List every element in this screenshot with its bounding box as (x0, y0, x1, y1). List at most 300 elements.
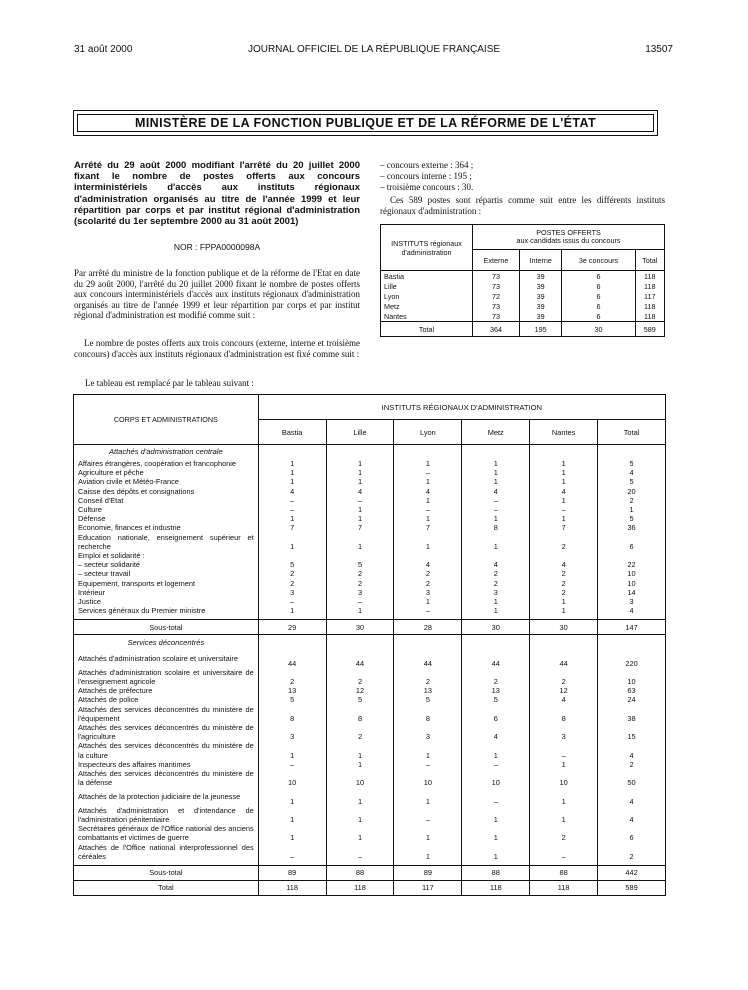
header-date: 31 août 2000 (74, 44, 133, 55)
table-cell: 1 (462, 843, 530, 861)
corps-name: Culture (74, 505, 259, 514)
column-group-header (473, 225, 665, 250)
table-cell: 2 (258, 569, 326, 578)
corps-name: Conseil d'Etat (74, 496, 259, 505)
table-cell: – (258, 843, 326, 861)
table-cell: 5 (326, 695, 394, 704)
table-cell: 2 (326, 579, 394, 588)
table-row (74, 705, 666, 723)
table-cell: 2 (258, 579, 326, 588)
table-cell: 24 (598, 695, 666, 704)
table-cell: 1 (530, 606, 598, 615)
table-cell: 1 (326, 824, 394, 842)
table-cell (258, 635, 326, 650)
table-cell: 2 (258, 668, 326, 686)
table-cell: 39 (519, 291, 562, 301)
paragraph-1: Par arrêté du ministre de la fonction publique et de la réforme de l'Etat en date du 29 août 2000, l'arrêté du 20 juillet 2000 fixant le nombre de postes offerts aux concours interministériels d'accès aux instituts régionaux d'administration organisés au titre de l'année 1999 et leur répartition par corps et par institut régional d'administration est modifié comme suit : (74, 268, 360, 321)
table-cell: – (258, 505, 326, 514)
table-cell: 1 (530, 459, 598, 468)
table-cell: 3 (462, 588, 530, 597)
table-cell: 1 (326, 606, 394, 615)
table-cell: 13 (462, 686, 530, 695)
table-cell: 50 (598, 769, 666, 787)
table-cell: 118 (635, 301, 664, 311)
table-cell: 4 (326, 487, 394, 496)
table-cell: 4 (598, 468, 666, 477)
table-cell: 4 (598, 741, 666, 759)
table-cell: 1 (258, 468, 326, 477)
table-cell: 89 (394, 866, 462, 881)
table-cell: 195 (519, 322, 562, 337)
table-cell: 117 (394, 881, 462, 896)
paragraph-3: Ces 589 postes sont répartis comme suit entre les différents instituts régionaux d'administration : (380, 195, 665, 216)
table-cell: 20 (598, 487, 666, 496)
header-page-number: 13507 (645, 44, 673, 55)
table-cell: – (326, 597, 394, 606)
total-label: Sous-total (74, 620, 259, 635)
table-cell: 118 (635, 271, 664, 282)
table-cell: 1 (598, 505, 666, 514)
table-cell: 2 (530, 579, 598, 588)
column-header: Interne (519, 250, 562, 271)
table-cell (530, 635, 598, 650)
table-cell: 4 (394, 560, 462, 569)
table-cell: 10 (598, 668, 666, 686)
table-cell: 442 (598, 866, 666, 881)
table-cell: 2 (530, 569, 598, 578)
table-cell: 73 (473, 281, 520, 291)
table-cell: 6 (562, 271, 635, 282)
subtotal-row (74, 866, 666, 881)
table-row (74, 760, 666, 769)
institut-name: Nantes (381, 311, 473, 322)
table-cell: 4 (462, 487, 530, 496)
table-cell: 589 (635, 322, 664, 337)
corps-name: Secrétaires généraux de l'Office national des anciens combattants et victimes de guerre (74, 824, 259, 842)
table-cell: – (258, 760, 326, 769)
table-cell: – (530, 505, 598, 514)
column-header: Total (598, 420, 666, 445)
corps-name: Attachés des services déconcentrés du ministère de l'agriculture (74, 723, 259, 741)
table-cell: 4 (598, 806, 666, 824)
table-cell: 5 (598, 477, 666, 486)
table-cell (326, 551, 394, 560)
table-cell (598, 445, 666, 460)
corps-name: Emploi et solidarité : (74, 551, 259, 560)
table-row (74, 569, 666, 578)
ministry-title: MINISTÈRE DE LA FONCTION PUBLIQUE ET DE LA RÉFORME DE L'ÉTAT (135, 116, 596, 130)
table-cell: 1 (530, 597, 598, 606)
table-cell: 30 (562, 322, 635, 337)
table-cell: 118 (258, 881, 326, 896)
table-cell: 63 (598, 686, 666, 695)
table-cell: 22 (598, 560, 666, 569)
corps-name: Attachés d'administration scolaire et universitaire (74, 649, 259, 667)
ministry-banner (73, 110, 658, 136)
table-cell: 6 (598, 824, 666, 842)
table-cell (462, 551, 530, 560)
table-cell: 2 (530, 824, 598, 842)
table-cell: 36 (598, 523, 666, 532)
table-cell: 1 (326, 787, 394, 805)
table-cell: 1 (258, 459, 326, 468)
table-cell: 44 (326, 649, 394, 667)
corps-name: – secteur solidarité (74, 560, 259, 569)
table-cell: 3 (326, 588, 394, 597)
table-cell: 1 (394, 597, 462, 606)
paragraph-2: Le nombre de postes offerts aux trois concours (externe, interne et troisième concours) d'accès aux instituts régionaux d'administration est fixé comme suit : (74, 338, 360, 359)
table-cell: 89 (258, 866, 326, 881)
table-cell: 8 (326, 705, 394, 723)
table-cell: 4 (530, 695, 598, 704)
table-cell: 2 (394, 668, 462, 686)
table-cell: 1 (462, 606, 530, 615)
table-cell: 147 (598, 620, 666, 635)
table-cell: 1 (394, 787, 462, 805)
table-cell: 1 (530, 760, 598, 769)
table-cell: 1 (462, 741, 530, 759)
table-cell (394, 551, 462, 560)
table-cell: 1 (462, 468, 530, 477)
corps-name: Défense (74, 514, 259, 523)
section-row (74, 635, 666, 650)
column-group-header: INSTITUTS RÉGIONAUX D'ADMINISTRATION (258, 395, 665, 420)
table-cell: 1 (326, 514, 394, 523)
institut-name: Lyon (381, 291, 473, 301)
table-cell: 7 (258, 523, 326, 532)
table-cell: 3 (598, 597, 666, 606)
table-cell (394, 445, 462, 460)
table-row (74, 741, 666, 759)
table-cell: – (394, 468, 462, 477)
table-cell: 4 (394, 487, 462, 496)
table-cell: 2 (598, 760, 666, 769)
table-cell: 4 (258, 487, 326, 496)
table-cell: 589 (598, 881, 666, 896)
table-cell: 44 (394, 649, 462, 667)
corps-name: Caisse des dépôts et consignations (74, 487, 259, 496)
table-cell: 1 (530, 477, 598, 486)
table-cell: 6 (562, 301, 635, 311)
table-cell: 4 (462, 723, 530, 741)
table-cell: 88 (530, 866, 598, 881)
table-cell: – (462, 760, 530, 769)
table-cell: 1 (258, 824, 326, 842)
table-cell: 2 (326, 569, 394, 578)
table-cell: 1 (462, 477, 530, 486)
corps-name: Economie, finances et industrie (74, 523, 259, 532)
table-cell: 117 (635, 291, 664, 301)
corps-name: Equipement, transports et logement (74, 579, 259, 588)
table-cell: 8 (462, 523, 530, 532)
table-cell: 73 (473, 301, 520, 311)
table-cell: 44 (258, 649, 326, 667)
column-header-corps: CORPS ET ADMINISTRATIONS (74, 395, 259, 445)
table-cell: – (394, 505, 462, 514)
table-cell: 2 (598, 496, 666, 505)
table-cell: 3 (394, 588, 462, 597)
corps-name: Attachés des services déconcentrés du ministère de la culture (74, 741, 259, 759)
table-cell: 4 (530, 487, 598, 496)
table-row (74, 787, 666, 805)
table-cell: 6 (462, 705, 530, 723)
table-cell (462, 635, 530, 650)
table-cell: 2 (326, 723, 394, 741)
table-cell: 1 (462, 459, 530, 468)
table-cell: 88 (326, 866, 394, 881)
table-cell: 2 (462, 569, 530, 578)
corps-name: Attachés des services déconcentrés du ministère de l'équipement (74, 705, 259, 723)
table-cell: 2 (598, 843, 666, 861)
table-cell: 5 (462, 695, 530, 704)
table-cell: 8 (530, 705, 598, 723)
table-cell: 220 (598, 649, 666, 667)
institut-name: Lille (381, 281, 473, 291)
table-cell: 39 (519, 301, 562, 311)
corps-name: Intérieur (74, 588, 259, 597)
table-cell: 30 (462, 620, 530, 635)
table-cell: 10 (326, 769, 394, 787)
table-row (74, 769, 666, 787)
table-cell: 1 (394, 824, 462, 842)
table-row (74, 824, 666, 842)
table-cell: 13 (258, 686, 326, 695)
table-cell: 2 (394, 579, 462, 588)
table-cell: 1 (394, 533, 462, 551)
table-cell: 39 (519, 311, 562, 322)
table-cell (258, 551, 326, 560)
subtotal-row (74, 620, 666, 635)
concours-list (380, 160, 665, 193)
repartition-table (73, 394, 666, 896)
table-cell: 7 (326, 523, 394, 532)
table-row (74, 723, 666, 741)
nor-reference: NOR : FPPA0000098A (173, 242, 261, 252)
table-cell: 29 (258, 620, 326, 635)
table-cell (258, 445, 326, 460)
table-cell: – (530, 843, 598, 861)
table-cell: 1 (530, 787, 598, 805)
table-cell: 1 (462, 824, 530, 842)
table-cell: 73 (473, 271, 520, 282)
table-cell: 8 (258, 705, 326, 723)
total-row (74, 881, 666, 896)
table-cell: – (258, 597, 326, 606)
table-cell: 6 (562, 291, 635, 301)
table-row (381, 291, 665, 301)
table-cell: 4 (598, 787, 666, 805)
corps-name: Justice (74, 597, 259, 606)
table-cell: 1 (326, 468, 394, 477)
total-label: Total (381, 322, 473, 337)
column-header: Metz (462, 420, 530, 445)
table-row (74, 560, 666, 569)
table-cell: 6 (598, 533, 666, 551)
table-cell: 10 (462, 769, 530, 787)
postes-summary-table (380, 224, 665, 337)
table-cell: – (530, 741, 598, 759)
table-cell: 1 (258, 514, 326, 523)
corps-name: Services généraux du Premier ministre (74, 606, 259, 615)
table-cell: 1 (394, 741, 462, 759)
table-cell: – (394, 806, 462, 824)
table-cell (530, 445, 598, 460)
table-cell: 118 (530, 881, 598, 896)
section-row (74, 445, 666, 460)
table-cell: 2 (394, 569, 462, 578)
table-row (74, 514, 666, 523)
column-header: Lille (326, 420, 394, 445)
table-cell: 1 (326, 533, 394, 551)
table-cell: 5 (258, 695, 326, 704)
table-cell: 2 (530, 668, 598, 686)
table-cell: 3 (530, 723, 598, 741)
table-row (381, 311, 665, 322)
list-item: – concours interne : 195 ; (380, 171, 472, 181)
table-cell: 28 (394, 620, 462, 635)
table-row (381, 301, 665, 311)
table-cell: – (462, 496, 530, 505)
table-cell: 118 (635, 311, 664, 322)
total-row (381, 322, 665, 337)
table-cell: 10 (598, 579, 666, 588)
table-cell: – (394, 606, 462, 615)
table-cell: 5 (326, 560, 394, 569)
table-cell: 72 (473, 291, 520, 301)
table-cell: 2 (462, 579, 530, 588)
table-cell: 5 (394, 695, 462, 704)
table-cell: 6 (562, 281, 635, 291)
corps-name: Education nationale, enseignement supérieur et recherche (74, 533, 259, 551)
table-cell: 1 (530, 496, 598, 505)
table-cell: 15 (598, 723, 666, 741)
column-header: Lyon (394, 420, 462, 445)
table-row (74, 597, 666, 606)
table-cell: 12 (530, 686, 598, 695)
table-cell (598, 551, 666, 560)
table-cell: 1 (258, 533, 326, 551)
table-cell: 118 (462, 881, 530, 896)
list-item: – troisième concours : 30. (380, 182, 474, 192)
table-cell: 14 (598, 588, 666, 597)
table-row (381, 271, 665, 282)
table-cell (326, 635, 394, 650)
table-cell: 44 (462, 649, 530, 667)
column-header-instituts: INSTITUTS régionaux d'administration (381, 225, 473, 271)
corps-name: Attachés de l'Office national interprofessionnel des céréales (74, 843, 259, 861)
table-cell: 1 (326, 505, 394, 514)
table-cell: 3 (394, 723, 462, 741)
corps-name: Attachés des services déconcentrés du ministère de la défense (74, 769, 259, 787)
table-row (74, 806, 666, 824)
table-cell: 5 (598, 459, 666, 468)
corps-name: Agriculture et pêche (74, 468, 259, 477)
corps-name: Aviation civile et Météo-France (74, 477, 259, 486)
corps-name: Attachés d'administration et d'intendance de l'administration pénitentiaire (74, 806, 259, 824)
table-cell: – (258, 496, 326, 505)
table-cell: 73 (473, 311, 520, 322)
total-label: Total (74, 881, 259, 896)
table-cell: 118 (326, 881, 394, 896)
corps-name: – secteur travail (74, 569, 259, 578)
table-cell: – (394, 760, 462, 769)
table-cell: 1 (326, 741, 394, 759)
table-cell (598, 635, 666, 650)
table-cell: 7 (530, 523, 598, 532)
table-cell: – (462, 505, 530, 514)
table-row (74, 487, 666, 496)
table-cell: 1 (258, 606, 326, 615)
table-cell: 364 (473, 322, 520, 337)
table-row (74, 505, 666, 514)
table-cell: 44 (530, 649, 598, 667)
table-cell: 7 (394, 523, 462, 532)
table-row (74, 477, 666, 486)
table-cell: 13 (394, 686, 462, 695)
table-cell: 10 (530, 769, 598, 787)
tableau-intro: Le tableau est remplacé par le tableau suivant : (85, 378, 254, 388)
column-header: 3e concours (562, 250, 635, 271)
group-subtitle: aux candidats issus du concours (516, 236, 621, 245)
table-cell: 10 (258, 769, 326, 787)
table-cell: 4 (598, 606, 666, 615)
table-cell: – (462, 787, 530, 805)
table-cell: 1 (530, 514, 598, 523)
corps-name: Inspecteurs des affaires maritimes (74, 760, 259, 769)
table-cell: 8 (394, 705, 462, 723)
table-cell: 4 (530, 560, 598, 569)
table-cell: – (326, 496, 394, 505)
table-cell: 5 (598, 514, 666, 523)
table-cell: 1 (394, 496, 462, 505)
table-cell (530, 551, 598, 560)
header-journal-title: JOURNAL OFFICIEL DE LA RÉPUBLIQUE FRANÇAISE (247, 44, 501, 55)
table-row (74, 606, 666, 615)
table-row (74, 533, 666, 551)
table-cell: 1 (530, 468, 598, 477)
table-cell: 1 (462, 597, 530, 606)
column-header: Bastia (258, 420, 326, 445)
table-cell: 39 (519, 271, 562, 282)
table-cell: 4 (462, 560, 530, 569)
corps-name: Attachés de préfecture (74, 686, 259, 695)
table-row (74, 649, 666, 667)
column-header: Total (635, 250, 664, 271)
table-row (74, 551, 666, 560)
table-cell: 2 (530, 533, 598, 551)
column-header: Externe (473, 250, 520, 271)
table-cell: 6 (562, 311, 635, 322)
table-cell: – (326, 843, 394, 861)
corps-name: Attachés de la protection judiciaire de la jeunesse (74, 787, 259, 805)
table-cell: 2 (326, 668, 394, 686)
institut-name: Metz (381, 301, 473, 311)
table-cell: 118 (635, 281, 664, 291)
table-cell: 2 (462, 668, 530, 686)
table-cell: 88 (462, 866, 530, 881)
corps-name: Attachés d'administration scolaire et universitaire de l'enseignement agricole (74, 668, 259, 686)
table-row (74, 686, 666, 695)
list-item: – concours externe : 364 ; (380, 160, 474, 170)
table-row (74, 588, 666, 597)
table-cell (394, 635, 462, 650)
table-row (74, 468, 666, 477)
table-cell (326, 445, 394, 460)
table-cell: 1 (462, 806, 530, 824)
table-cell: 1 (530, 806, 598, 824)
table-cell: 38 (598, 705, 666, 723)
section-title: Services déconcentrés (74, 635, 259, 650)
